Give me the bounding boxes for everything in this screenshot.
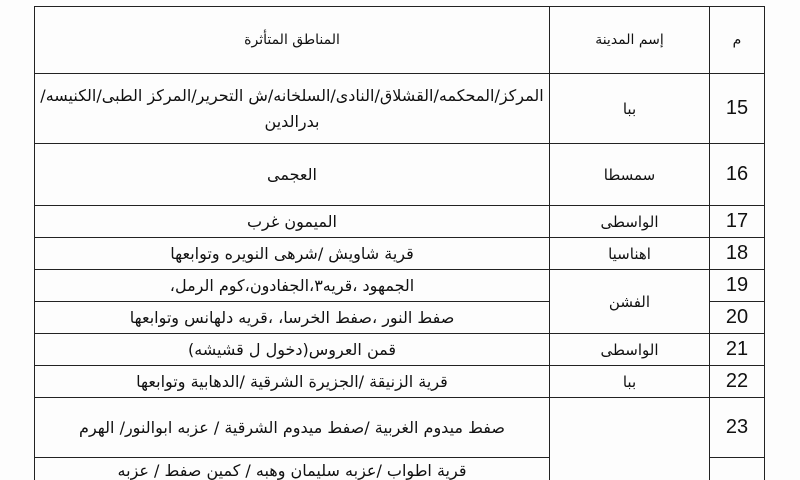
header-city: إسم المدينة <box>550 7 710 74</box>
row-num: 19 <box>710 270 765 302</box>
header-areas: المناطق المتأثرة <box>35 7 550 74</box>
row-num: 21 <box>710 334 765 366</box>
row-num: 18 <box>710 238 765 270</box>
table-row <box>35 238 765 270</box>
table-row <box>35 74 765 144</box>
row-area: قرية اطواب /عزبه سليمان وهبه / كمين صفط / عزبه <box>35 458 550 480</box>
row-area: صفط النور ،صفط الخرسا، ،قريه دلهانس وتوابعها <box>35 302 550 334</box>
row-city: اهناسيا <box>550 238 710 270</box>
row-area: قرية الزنيقة /الجزيرة الشرقية /الدهابية وتوابعها <box>35 366 550 398</box>
affected-areas-table <box>34 6 765 480</box>
table-row <box>35 334 765 366</box>
row-area: المركز/المحكمه/القشلاق/النادى/السلخانه/ش التحرير/المركز الطبى/الكنيسه/بدرالدين <box>35 74 550 144</box>
table-row <box>35 366 765 398</box>
table-row <box>35 144 765 206</box>
table-row <box>35 206 765 238</box>
table-row <box>35 398 765 458</box>
row-num: 22 <box>710 366 765 398</box>
row-num <box>710 458 765 480</box>
row-city: الفشن <box>550 270 710 334</box>
row-city: الواسطى <box>550 206 710 238</box>
row-area: العجمى <box>35 144 550 206</box>
table-header-row <box>35 7 765 74</box>
row-city: الواسطى <box>550 334 710 366</box>
row-num: 15 <box>710 74 765 144</box>
row-city: ببا <box>550 74 710 144</box>
row-area: الميمون غرب <box>35 206 550 238</box>
row-num: 16 <box>710 144 765 206</box>
row-city: ببا <box>550 366 710 398</box>
row-area: الجمهود ،قريه٣،الجفادون،كوم الرمل، <box>35 270 550 302</box>
row-num: 17 <box>710 206 765 238</box>
row-area: قرية شاويش /شرهى النويره وتوابعها <box>35 238 550 270</box>
row-area: قمن العروس(دخول ل قشيشه) <box>35 334 550 366</box>
table-row <box>35 270 765 302</box>
row-num: 20 <box>710 302 765 334</box>
row-area: صفط ميدوم الغربية /صفط ميدوم الشرقية / عزبه ابوالنور/ الهرم <box>35 398 550 458</box>
row-num: 23 <box>710 398 765 458</box>
header-num: م <box>710 7 765 74</box>
row-city <box>550 398 710 480</box>
row-city: سمسطا <box>550 144 710 206</box>
